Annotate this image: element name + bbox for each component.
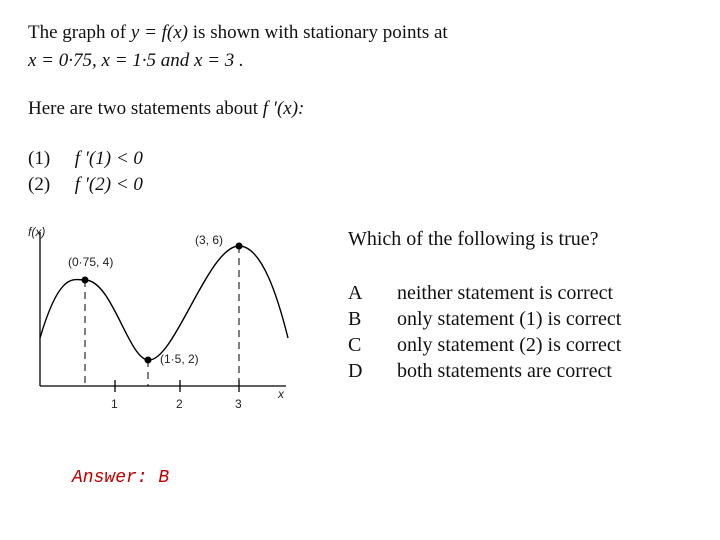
stationary-point-2 <box>145 357 152 364</box>
option-letter: D <box>348 360 363 382</box>
statement-number: (2) <box>28 174 51 195</box>
intro-line-1 <box>28 22 448 44</box>
statement-1 <box>28 148 143 170</box>
option-letter: A <box>348 282 363 304</box>
point-label-1: (0·75, 4) <box>68 255 114 269</box>
option-letter: B <box>348 308 362 330</box>
options-list <box>348 282 621 386</box>
stationary-points-line: x = 0·75, x = 1·5 and x = 3 . <box>28 50 244 71</box>
intro-text-b: is shown with stationary points at <box>192 22 448 43</box>
function-graph <box>22 218 322 418</box>
y-axis-label: f(x) <box>28 225 46 239</box>
option-text: neither statement is correct <box>397 282 614 304</box>
option-b[interactable] <box>348 308 621 334</box>
intro-text-a: The graph of <box>28 22 127 43</box>
point-label-2: (1·5, 2) <box>160 352 199 366</box>
option-text: both statements are correct <box>397 360 612 382</box>
option-text: only statement (1) is correct <box>397 308 622 330</box>
statement-expression: f ′(1) < 0 <box>74 148 143 169</box>
stationary-point-3 <box>236 243 243 250</box>
statements-intro-text: Here are two statements about <box>28 98 259 119</box>
derivative-expression: f ′(x): <box>262 98 305 119</box>
option-letter: C <box>348 334 362 356</box>
option-c[interactable] <box>348 334 621 360</box>
x-tick-label-2: 2 <box>176 397 183 411</box>
answer-text: Answer: B <box>72 468 170 488</box>
x-tick-label-1: 1 <box>111 397 118 411</box>
stationary-point-1 <box>82 277 89 284</box>
question-text: Which of the following is true? <box>348 228 599 250</box>
function-expression: y = f(x) <box>130 22 189 43</box>
statements-intro <box>28 98 304 120</box>
statement-number: (1) <box>28 148 51 169</box>
statement-expression: f ′(2) < 0 <box>74 174 143 195</box>
option-d[interactable] <box>348 360 621 386</box>
point-label-3: (3, 6) <box>195 233 224 247</box>
option-a[interactable] <box>348 282 621 308</box>
statement-2 <box>28 174 143 196</box>
x-axis-label: x <box>278 387 284 401</box>
x-tick-label-3: 3 <box>235 397 242 411</box>
option-text: only statement (2) is correct <box>397 334 622 356</box>
